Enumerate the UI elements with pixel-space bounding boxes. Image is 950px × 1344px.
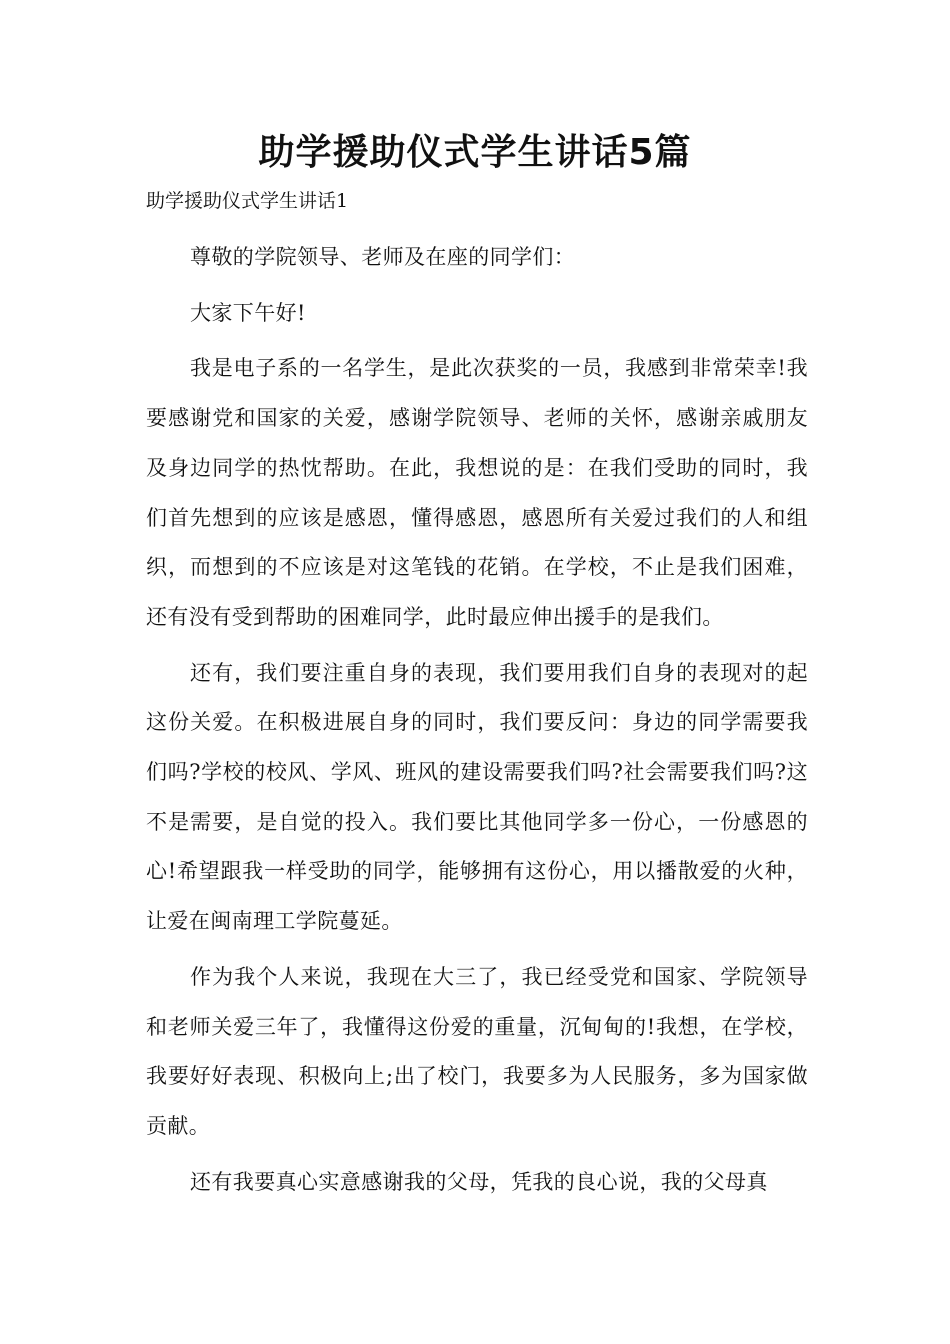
- paragraph: 作为我个人来说，我现在大三了，我已经受党和国家、学院领导和老师关爱三年了，我懂得这份爱的重量，沉甸甸的!我想，在学校，我要好好表现、积极向上;出了校门，我要多为人民服务，多为国家做贡献。: [146, 964, 808, 1138]
- paragraph-salutation: 大家下午好!: [190, 300, 306, 325]
- document-body: [146, 233, 808, 1207]
- paragraph: 还有我要真心实意感谢我的父母，凭我的良心说，我的父母真: [190, 1169, 768, 1194]
- section-heading: 助学援助仪式学生讲话1: [146, 190, 349, 212]
- paragraph-greeting: 尊敬的学院领导、老师及在座的同学们：: [190, 245, 576, 269]
- document-title: 助学援助仪式学生讲话5篇: [258, 132, 692, 173]
- paragraph: 我是电子系的一名学生，是此次获奖的一员，我感到非常荣幸!我要感谢党和国家的关爱，感谢学院领导、老师的关怀，感谢亲戚朋友及身边同学的热忱帮助。在此，我想说的是：在我们受助的同时，我们首先想到的应该是感恩，懂得感恩，感恩所有关爱过我们的人和组织，而想到的不应该是对这笔钱的花销。在学校，不止是我们困难，还有没有受到帮助的困难同学，此时最应伸出援手的是我们。: [146, 356, 808, 629]
- paragraph: 还有，我们要注重自身的表现，我们要用我们自身的表现对的起这份关爱。在积极进展自身的同时，我们要反问：身边的同学需要我们吗?学校的校风、学风、班风的建设需要我们吗?社会需要我们吗?这不是需要，是自觉的投入。我们要比其他同学多一份心，一份感恩的心!希望跟我一样受助的同学，能够拥有这份心，用以播散爱的火种，让爱在闽南理工学院蔓延。: [146, 660, 808, 934]
